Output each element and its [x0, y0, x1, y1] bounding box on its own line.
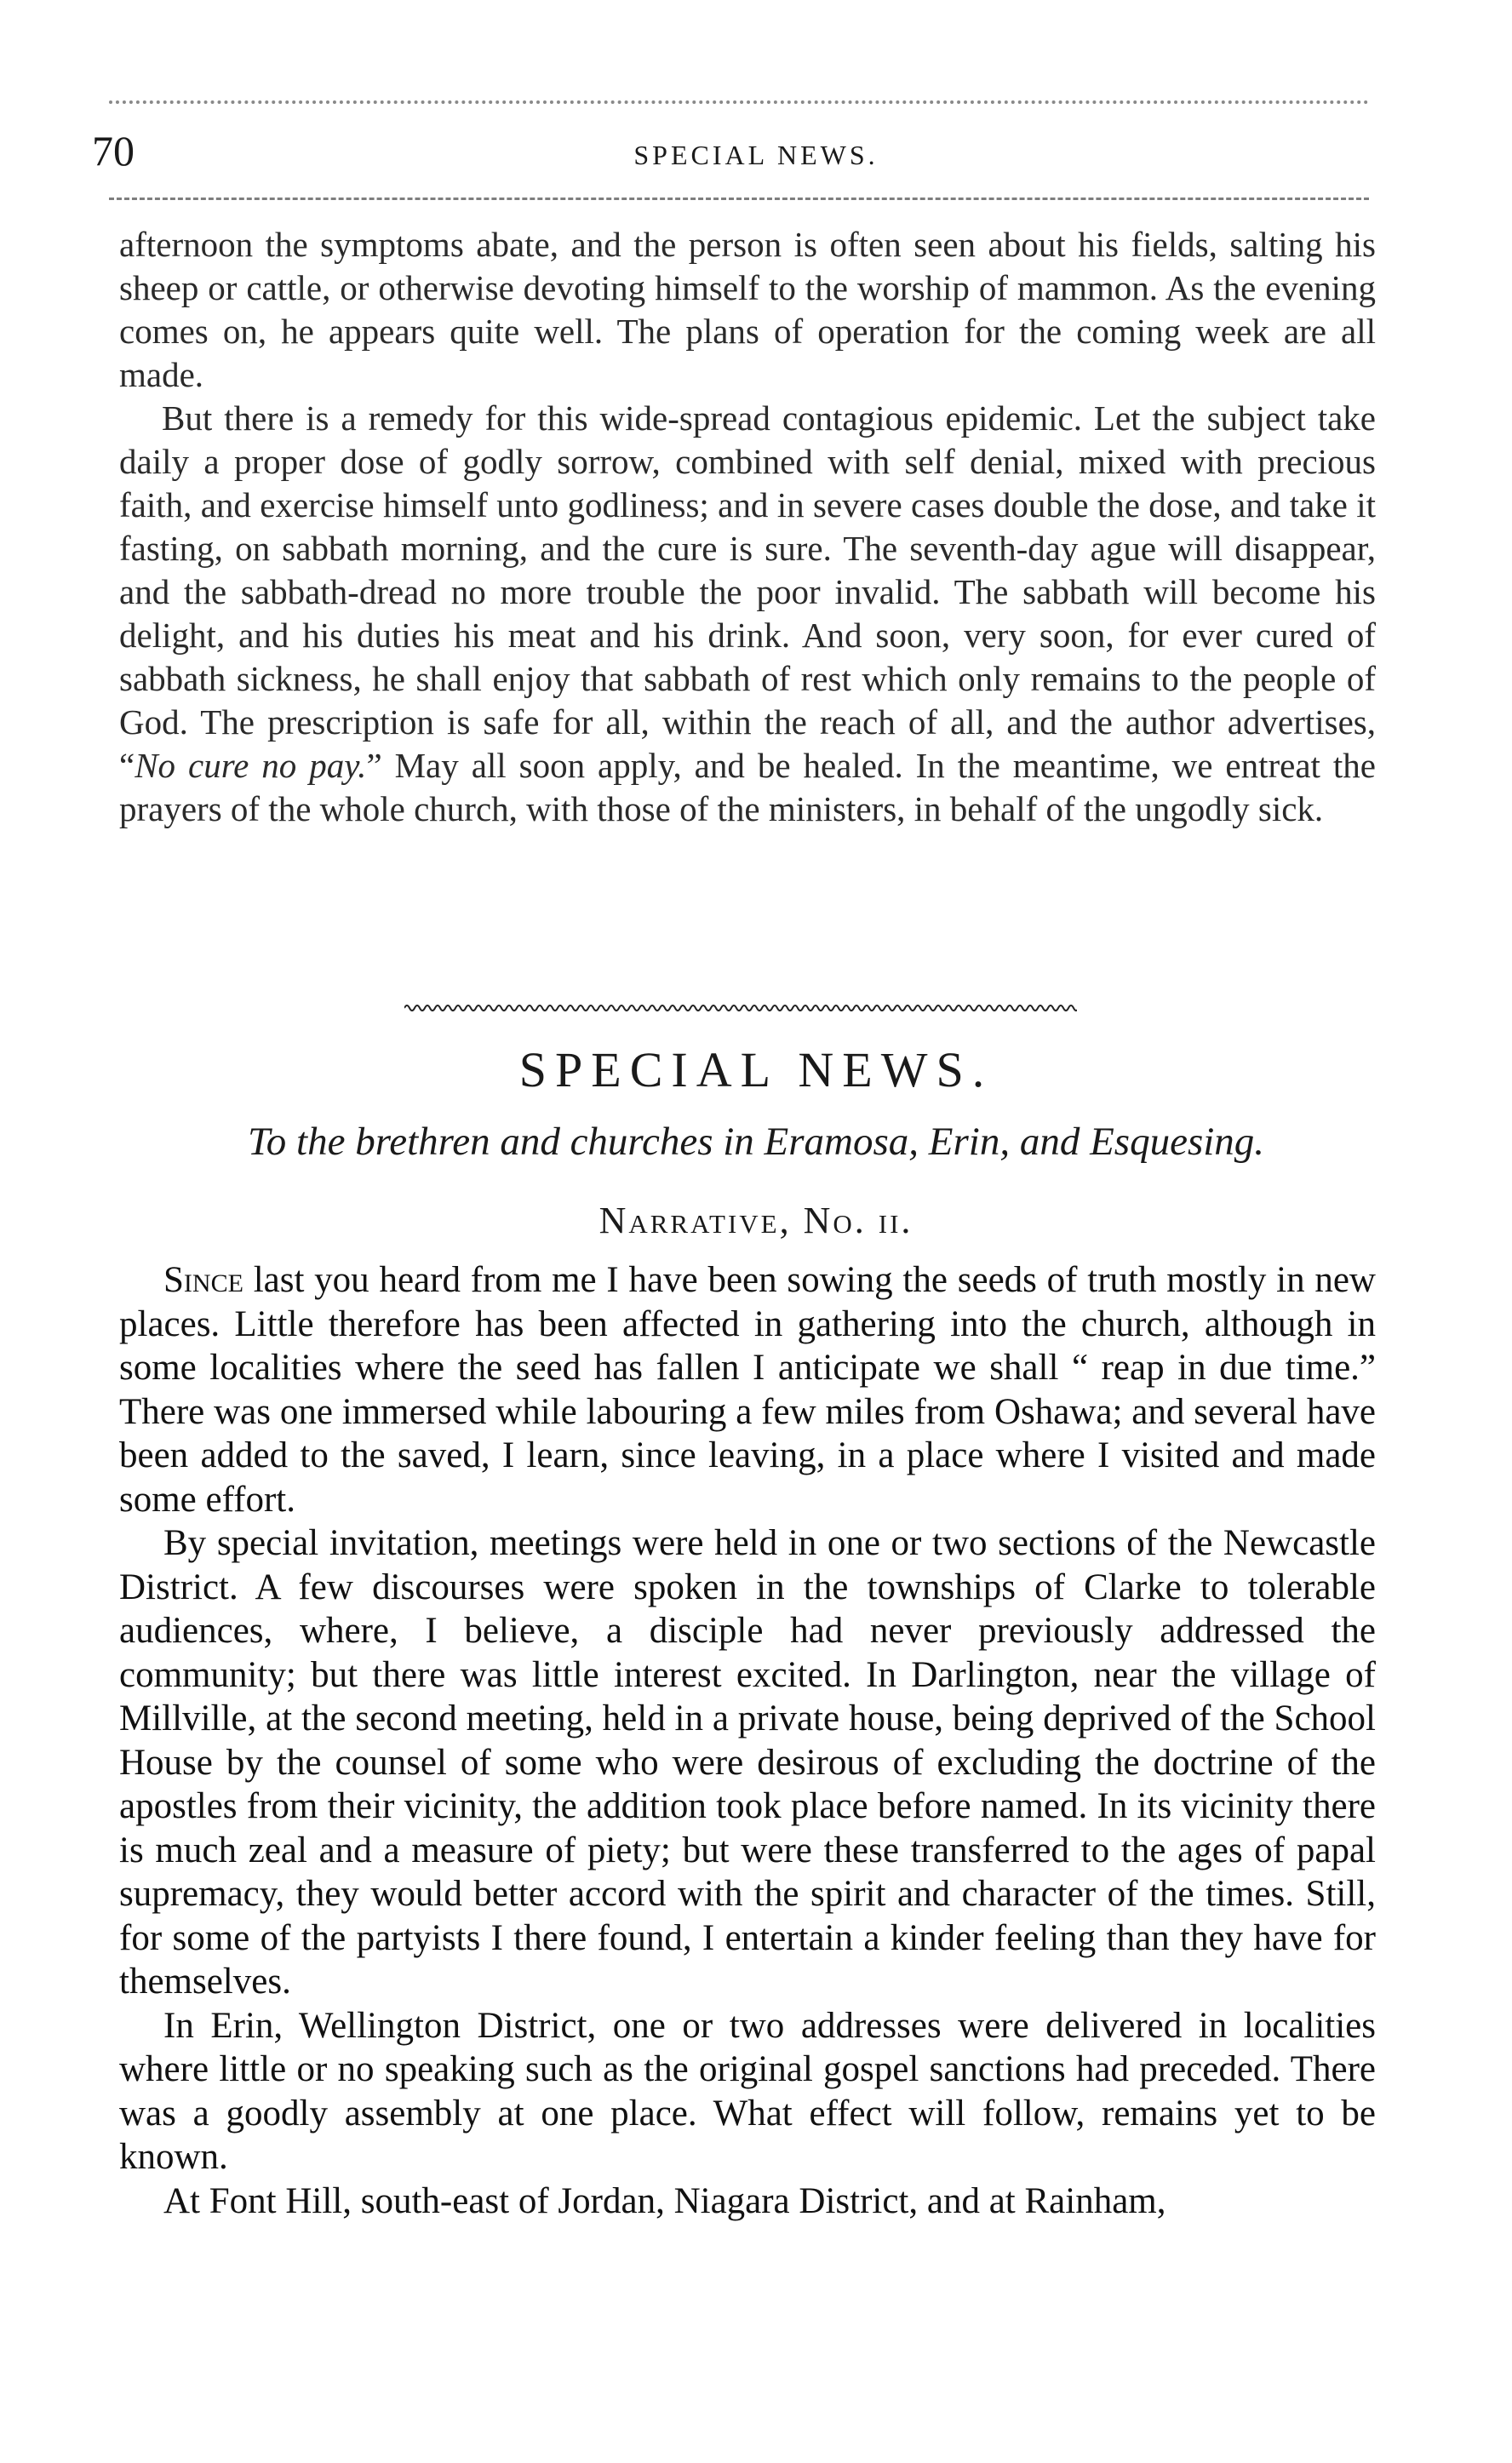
paragraph: [119, 2179, 1376, 2224]
lead-word: Since: [163, 1260, 243, 1300]
paragraph-text: But there is a remedy for this wide-spread contagious epidemic. Let the subject take daily a proper dose of godly sorrow, combined with self denial, mixed with precious faith, and exercise himself unto godliness; and in severe cases double the dose, and take it fasting, on sabbath morning, and the cure is sure. The seventh-day ague will disappear, and the sabbath-dread no more trouble the poor invalid. The sabbath will become his delight, and his duties his meat and his drink. And soon, very soon, for ever cured of sabbath sickness, he shall enjoy that sabbath of rest which only remains to the people of God. The prescription is safe for all, within the reach of all, and the author advertises, “: [119, 398, 1376, 785]
continued-article: [119, 223, 1376, 831]
narrative-heading: Narrative, No. ii.: [598, 1200, 914, 1241]
paragraph-text: ” May all soon apply, and be healed. In the meantime, we entreat the prayers of the whole church, with those of the ministers, in behalf of the ungodly sick.: [119, 746, 1376, 828]
paragraph-text: afternoon the symptoms abate, and the person is often seen about his fields, salting his sheep or cattle, or otherwise devoting himself to the worship of mammon. As the evening comes on, he appears quite well. The plans of operation for the coming week are all made.: [119, 225, 1376, 394]
section-subtitle: To the brethren and churches in Eramosa, Erin, and Esquesing.: [247, 1120, 1265, 1164]
section-title: SPECIAL NEWS.: [518, 1042, 994, 1097]
paragraph-text: last you heard from me I have been sowing the seeds of truth mostly in new places. Little therefore has been affected in gathering into the church, although in some localities where the seed has fallen I anticipate we shall “ reap in due time.” There was one immersed while labouring a few miles from Oshawa; and several have been added to the saved, I learn, since leaving, in a place where I visited and made some effort.: [119, 1260, 1376, 1520]
wavy-rule-icon: [404, 1001, 1077, 1015]
paragraph: [119, 1258, 1376, 1521]
narrative-article: [119, 1258, 1376, 2223]
paragraph: [119, 397, 1376, 831]
page-number: 70: [92, 127, 135, 175]
paragraph-text: In Erin, Wellington District, one or two addresses were delivered in localities where little or no speaking such as the original gospel sanctions had preceded. There was a goodly assembly at one place. What effect will follow, remains yet to be known.: [119, 2005, 1376, 2177]
paragraph-text: By special invitation, meetings were held in one or two sections of the Newcastle District. A few discourses were spoken in the townships of Clarke to tolerable audiences, where, I believe, a disciple had never previously addressed the community; but there was little interest excited. In Darlington, near the village of Millville, at the second meeting, held in a private house, being deprived of the School House by the counsel of some who were desirous of excluding the doctrine of the apostles from their vicinity, the addition took place before named. In its vicinity there is much zeal and a measure of piety; but were these transferred to the ages of papal supremacy, they would better accord with the spirit and character of the times. Still, for some of the partyists I there found, I entertain a kinder feeling than they have for themselves.: [119, 1523, 1376, 2002]
paragraph-text: At Font Hill, south-east of Jordan, Niagara District, and at Rainham,: [163, 2180, 1166, 2221]
paragraph: [119, 1521, 1376, 2004]
italic-phrase: No cure no pay.: [135, 746, 367, 785]
header-rule-bottom: [109, 198, 1369, 200]
paragraph: [119, 223, 1376, 397]
header-rule-top: [109, 100, 1369, 104]
running-head: SPECIAL NEWS.: [633, 140, 879, 170]
paragraph: [119, 2004, 1376, 2179]
